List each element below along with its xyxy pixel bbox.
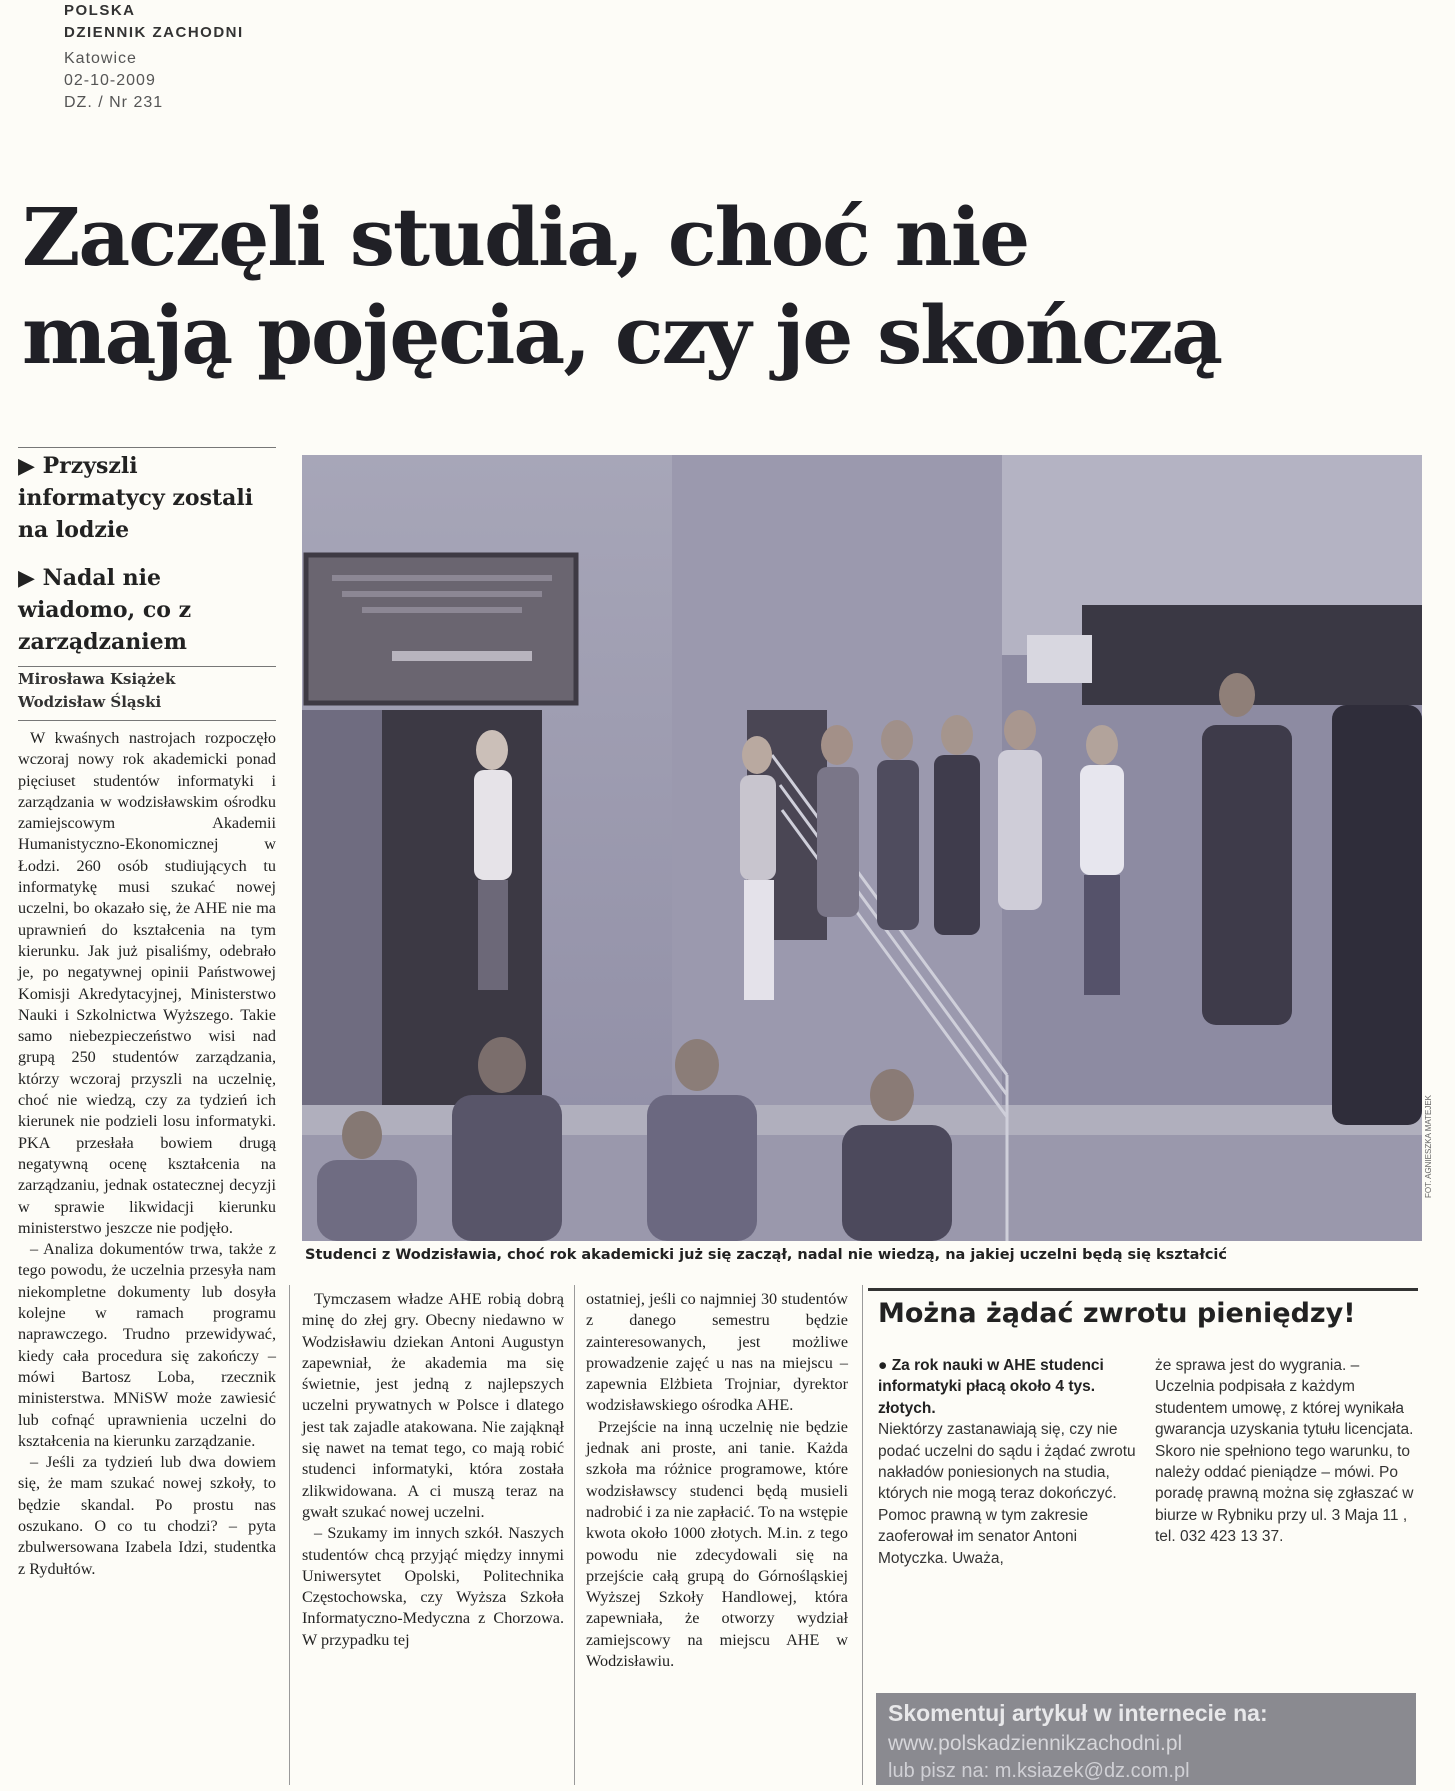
paragraph: – Analiza dokumentów trwa, także z tego powodu, że uczelnia przesyła nam niekompletne dokumenty lub dosyła kolejne w ramach programu naprawczego. Trudno przewidywać, kiedy cała procedura się zakończy – mówi Bartosz Loba, rzecznik ministerstwa. MNiSW może zawiesić lub cofnąć uprawnienia uczelni do kształcenia na kierunku zarządzanie. <box>18 1240 276 1450</box>
article-photo <box>302 455 1422 1241</box>
bullet-dot-icon: ● <box>878 1357 888 1374</box>
paragraph: – Szukamy im innych szkół. Naszych studentów chcą przyjąć między innymi Uniwersytet Opolski, Politechnika Częstochowska, czy Wyższa Szkoła Informatyczno-Medyczna z Chorzowa. W przypadku tej <box>302 1524 564 1649</box>
publication-line1: POLSKA <box>64 2 136 19</box>
paragraph: W kwaśnych nastrojach rozpoczęło wczoraj nowy rok akademicki ponad pięciuset studentów informatyki i zarządzania w wodzisławskim ośrodku zamiejscowym Akademii Humanistyczno-Ekonomicznej w Łodzi. 260 osób studiujących tu informatykę musi szukać nowej uczelni, bo okazało się, że AHE nie ma uprawnień do kształcenia na tym kierunku. Jak już pisaliśmy, odebrało je, po negatywnej opinii Państwowej Komisji Akredytacyjnej, Ministerstwo Nauki i Szkolnictwa Wyższego. Takie samo niebezpieczeństwo wisi nad grupą 250 studentów zarządzania, którzy wczoraj przyszli na uczelnię, choć nie wiedzą, czy za tydzień ich kierunek nie podzieli losu informatyki. PKA przesłała bowiem drugą negatywną ocenę kształcenia na zarządzaniu, jednak ostatecznej decyzji w sprawie likwidacji kierunku ministerstwo jeszcze nie podjęło. <box>18 729 276 1237</box>
article-column-2 <box>302 1289 564 1651</box>
box-column-right <box>1155 1355 1417 1548</box>
promo-website-link[interactable]: www.polskadziennikzachodni.pl <box>888 1732 1183 1755</box>
promo-heading: Skomentuj artykuł w internecie na: <box>888 1700 1268 1726</box>
publication-issue: DZ. / Nr 231 <box>64 94 164 111</box>
box-text-left: Niektórzy zastanawiają się, czy nie podać uczelni do sądu i żądać zwrotu nakładów poniesionych na studia, których nie mogą teraz dokończyć. Pomoc prawną w tym zakresie zaoferował im senator Antoni Motyczka. Uważa, <box>878 1421 1136 1567</box>
triangle-bullet-icon: ▶ <box>18 453 35 479</box>
article-column-1 <box>18 728 276 1580</box>
byline-author: Mirosława Książek <box>18 670 176 688</box>
students-photo-illustration <box>302 455 1422 1241</box>
photo-credit: FOT. AGNIESZKA MATEJEK <box>1424 1095 1433 1198</box>
paragraph: ostatniej, jeśli co najmniej 30 studentów z danego semestru będzie zainteresowanych, jest możliwe prowadzenie zajęć u nas na miejscu – zapewnia Elżbieta Trojniar, dyrektor wodzisławskiego ośrodka AHE. <box>586 1290 848 1415</box>
box-text-right: że sprawa jest do wygrania. – Uczelnia podpisała z każdym studentem umowę, z której wynikała gwarancja uzyskania tytułu licencjata. Skoro nie spełniono tego warunku, to należy oddać pieniądze – mówi. Po poradę prawną można się zgłaszać w biurze w Rybniku przy ul. 3 Maja 11 , tel. 032 423 13 37. <box>1155 1357 1414 1546</box>
byline-bottom-rule <box>18 720 276 721</box>
publication-city: Katowice <box>64 50 137 67</box>
triangle-bullet-icon: ▶ <box>18 565 35 591</box>
lead-top-rule <box>18 447 276 448</box>
publication-name <box>64 0 244 44</box>
byline <box>18 668 278 714</box>
photo-caption: Studenci z Wodzisławia, choć rok akademicki już się zaczął, nadal nie wiedzą, na jakiej uczelni będą się kształcić <box>305 1247 1227 1263</box>
article-headline <box>22 188 1442 384</box>
paragraph: – Jeśli za tydzień lub dwa dowiem się, że mam szukać nowej szkoły, to będzie skandal. Po prostu nas oszukano. O co tu chodzi? – pyta zbulwersowana Izabela Idzi, studentka z Rydułtów. <box>18 1453 276 1578</box>
box-lead: Za rok nauki w AHE studenci informatyki płacą około 4 tys. złotych. <box>878 1357 1104 1417</box>
paragraph: Przejście na inną uczelnię nie będzie jednak ani proste, ani tanie. Każda szkoła ma różnice programowe, które wodzisławscy studenci będą musieli nadrobić i za nie zapłacić. To na wstępie kwota około 1000 złotych. M.in. z tego powodu nie zdecydowali się na przejście całą grupą do Górnośląskiej Wyższej Szkoły Handlowej, która zapewniała, że otworzy wydział zamiejscowy na miejscu AHE w Wodzisławiu. <box>586 1417 848 1671</box>
promo-email-link[interactable]: lub pisz na: m.ksiazek@dz.com.pl <box>888 1760 1190 1782</box>
box-top-rule <box>868 1288 1418 1291</box>
column-divider <box>862 1285 863 1785</box>
publication-meta <box>64 48 163 114</box>
headline-line2: mają pojęcia, czy je skończą <box>22 288 1222 382</box>
column-divider <box>289 1285 290 1785</box>
lead-bullet-1 <box>18 450 278 546</box>
lead-text-2: Nadal nie wiadomo, co z zarządzaniem <box>18 565 192 655</box>
lead-bullet-2 <box>18 562 278 658</box>
paragraph: Tymczasem władze AHE robią dobrą minę do złej gry. Obecny niedawno w Wodzisławiu dziekan Antoni Augustyn zapewniał, że akademia ma się świetnie, jest jedną z najlepszych uczelni prywatnych w Polsce i dlatego jest tak zajadle atakowana. Nie zająknął się nawet na temat tego, co mają robić studenci informatyki, która została zlikwidowana. A ci muszą teraz na gwałt szukać nowej uczelni. <box>302 1290 564 1521</box>
byline-rule <box>18 666 276 667</box>
box-title: Można żądać zwrotu pieniędzy! <box>878 1298 1356 1329</box>
article-column-3 <box>586 1289 848 1672</box>
box-column-left <box>878 1355 1140 1569</box>
lead-text-1: Przyszli informatycy zostali na lodzie <box>18 453 254 543</box>
publication-date: 02-10-2009 <box>64 72 156 89</box>
column-divider <box>574 1285 575 1785</box>
headline-line1: Zaczęli studia, choć nie <box>22 190 1029 284</box>
byline-place: Wodzisław Śląski <box>18 693 162 711</box>
publication-line2: DZIENNIK ZACHODNI <box>64 24 244 41</box>
